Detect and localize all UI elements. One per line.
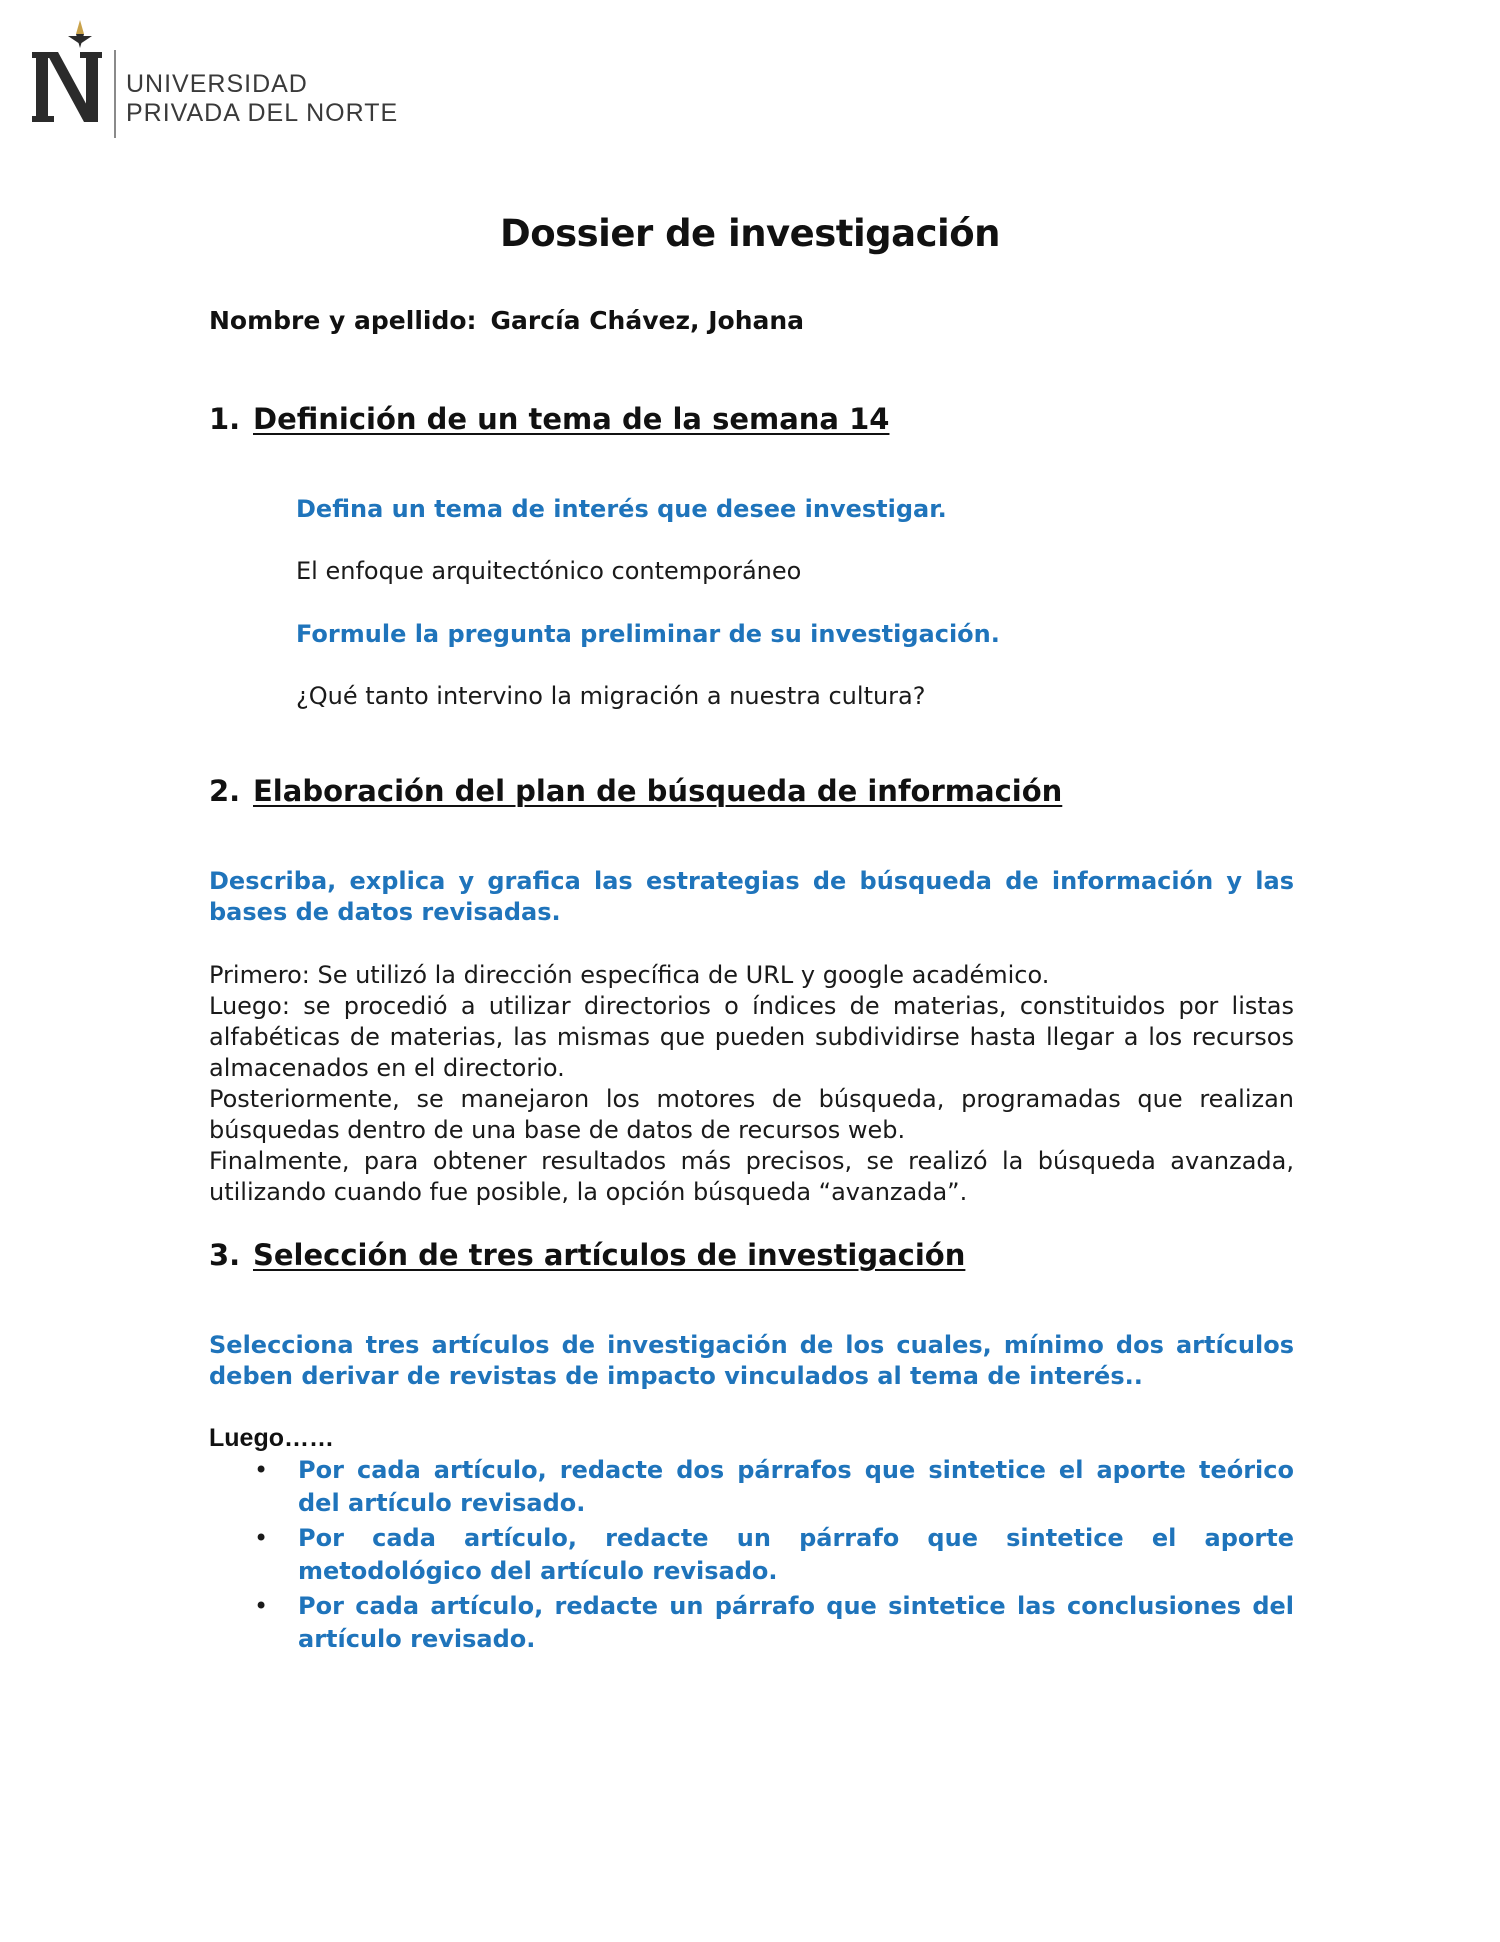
section-2-body (209, 960, 1294, 1208)
section-2-paragraph: Finalmente, para obtener resultados más precisos, se realizó la búsqueda avanzada, utilizando cuando fue posible, la opción búsqueda “avanzada”. (209, 1147, 1294, 1206)
bullet-icon: • (254, 1524, 269, 1552)
logo-line-1: UNIVERSIDAD (126, 70, 308, 98)
section-2-paragraph: Luego: se procedió a utilizar directorios o índices de materias, constituidos por listas alfabéticas de materias, las mismas que pueden subdividirse hasta llegar a los recursos almacenados en el directorio. (209, 992, 1294, 1082)
section-3-prompt: Selecciona tres artículos de investigación de los cuales, mínimo dos artículos deben derivar de revistas de impacto vinculados al tema de interés.. (209, 1331, 1294, 1390)
list-item (209, 1522, 1294, 1588)
university-logo (32, 18, 402, 128)
logo-wordmark (126, 70, 398, 128)
name-value: García Chávez, Johana (490, 306, 805, 335)
section-1-heading (209, 402, 889, 436)
section-2-heading (209, 774, 1062, 808)
section-1-answer-question: ¿Qué tanto intervino la migración a nuestra cultura? (296, 682, 926, 710)
instructions-list (209, 1454, 1294, 1658)
list-item (209, 1454, 1294, 1520)
section-3-title: Selección de tres artículos de investigación (253, 1238, 966, 1272)
logo-line-2: PRIVADA DEL NORTE (126, 99, 399, 127)
bullet-icon: • (254, 1456, 269, 1484)
section-1-number: 1. (209, 402, 241, 436)
luego-label: Luego…… (209, 1424, 334, 1452)
page-title: Dossier de investigación (499, 212, 1000, 255)
section-2-number: 2. (209, 774, 241, 808)
logo-n-icon (32, 18, 104, 128)
list-item-text: Por cada artículo, redacte un párrafo que sintetice las conclusiones del artículo revisado. (298, 1592, 1294, 1653)
section-2-title: Elaboración del plan de búsqueda de información (253, 774, 1063, 808)
section-3-number: 3. (209, 1238, 241, 1272)
section-1-prompt-topic: Defina un tema de interés que desee investigar. (296, 495, 947, 523)
list-item-text: Por cada artículo, redacte dos párrafos que sintetice el aporte teórico del artículo revisado. (298, 1456, 1294, 1517)
section-1-prompt-question: Formule la pregunta preliminar de su investigación. (296, 620, 1000, 648)
bullet-icon: • (254, 1592, 269, 1620)
section-3-heading (209, 1238, 965, 1272)
name-label: Nombre y apellido: (209, 306, 477, 335)
section-2-paragraph: Primero: Se utilizó la dirección específica de URL y google académico. (209, 961, 1050, 989)
section-1-title: Definición de un tema de la semana 14 (253, 402, 890, 436)
student-name-line (209, 306, 804, 335)
list-item (209, 1590, 1294, 1656)
section-2-prompt: Describa, explica y grafica las estrategias de búsqueda de información y las bases de datos revisadas. (209, 867, 1294, 926)
section-2-paragraph: Posteriormente, se manejaron los motores de búsqueda, programadas que realizan búsquedas dentro de una base de datos de recursos web. (209, 1085, 1294, 1144)
logo-divider (114, 50, 116, 138)
list-item-text: Por cada artículo, redacte un párrafo que sintetice el aporte metodológico del artículo revisado. (298, 1524, 1294, 1585)
section-1-answer-topic: El enfoque arquitectónico contemporáneo (296, 557, 802, 585)
